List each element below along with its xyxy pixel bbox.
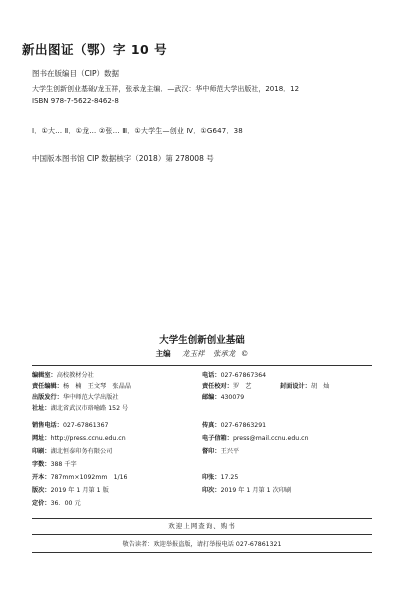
editor-office-value: 高校教材分社 — [56, 372, 94, 379]
cip-bibliographic-line: 大学生创新创业基础/龙玉祥，张承龙主编．—武汉：华中师范大学出版社，2018．12 — [32, 85, 300, 93]
sheets-label: 印张： — [202, 474, 221, 481]
copyright-mark: © — [240, 349, 249, 358]
phone-value: 027-67867364 — [220, 372, 267, 379]
cip-data-title: 图书在版编目（CIP）数据 — [32, 69, 119, 78]
website-label: 网址： — [32, 435, 51, 442]
cip-approval-number: 中国版本图书馆 CIP 数据核字（2018）第 278008 号 — [32, 154, 214, 163]
edition-label: 版次： — [32, 487, 51, 494]
divider-top — [32, 365, 372, 366]
edition-value: 2019 年 1 月第 1 版 — [50, 487, 109, 494]
printing-value: 2019 年 1 月第 1 次印刷 — [220, 487, 292, 494]
piracy-report-note: 敬告读者：欢迎举报盗版，请打举报电话 027-67861321 — [122, 541, 282, 548]
format-label: 开本： — [32, 474, 51, 481]
cover-design-value: 胡 灿 — [310, 383, 330, 390]
editor-name-1: 龙玉祥 — [182, 349, 205, 358]
email-label: 电子信箱： — [202, 435, 233, 442]
cip-classification-line: Ⅰ．①大… Ⅱ．①龙… ②张… Ⅲ．①大学生—创业 Ⅳ．①G647．38 — [32, 127, 243, 135]
responsible-editor-label: 责任编辑： — [32, 383, 63, 390]
printer-label: 印刷： — [32, 448, 51, 455]
book-title: 大学生创新创业基础 — [159, 335, 245, 346]
postcode-label: 邮编： — [202, 394, 221, 401]
divider-lower — [32, 534, 372, 535]
publisher-label: 出版发行： — [32, 394, 63, 401]
sheets-value: 17.25 — [220, 474, 239, 481]
address-label: 社址： — [32, 405, 51, 412]
publisher-value: 华中师范大学出版社 — [62, 394, 119, 401]
fax-value: 027-67863291 — [220, 422, 267, 429]
editor-line — [0, 348, 404, 359]
sales-phone-label: 销售电话： — [32, 422, 63, 429]
price-label: 定价： — [32, 500, 51, 507]
proofreader-label: 责任校对： — [202, 383, 233, 390]
cover-design-label: 封面设计： — [280, 383, 311, 390]
email-value[interactable]: press@mail.ccnu.edu.cn — [232, 435, 309, 442]
responsible-editor-value: 杨 楠 王文琴 张晶晶 — [62, 383, 131, 390]
editor-name-2: 张承龙 — [212, 349, 236, 358]
cip-isbn-line: ISBN 978-7-5622-8462-8 — [32, 97, 119, 105]
address-value: 湖北省武汉市珞喻路 152 号 — [50, 405, 129, 412]
wordcount-label: 字数： — [32, 461, 51, 468]
publication-license-heading: 新出图证（鄂）字 10 号 — [22, 42, 168, 57]
price-value: 36．00 元 — [50, 500, 81, 507]
fax-label: 传真： — [202, 422, 221, 429]
sales-phone-value: 027-67861367 — [62, 422, 109, 429]
website-value[interactable]: http://press.ccnu.edu.cn — [50, 435, 126, 442]
printer-value: 湖北恒泰印务有限公司 — [50, 448, 113, 455]
divider-bottom — [32, 552, 372, 553]
editor-role: 主编 — [155, 349, 171, 358]
proofreader-value: 罗 艺 — [232, 383, 252, 390]
print-supervisor-label: 督印： — [202, 448, 221, 455]
welcome-note: 欢迎上网查询、购书 — [168, 522, 236, 530]
format-value: 787mm×1092mm 1/16 — [50, 474, 128, 481]
phone-label: 电话： — [202, 372, 221, 379]
wordcount-value: 388 千字 — [50, 461, 77, 468]
editor-office-label: 编辑室： — [32, 372, 57, 379]
print-supervisor-value: 王兴平 — [220, 448, 240, 455]
divider-middle — [32, 518, 372, 519]
printing-label: 印次： — [202, 487, 221, 494]
postcode-value: 430079 — [220, 394, 245, 401]
